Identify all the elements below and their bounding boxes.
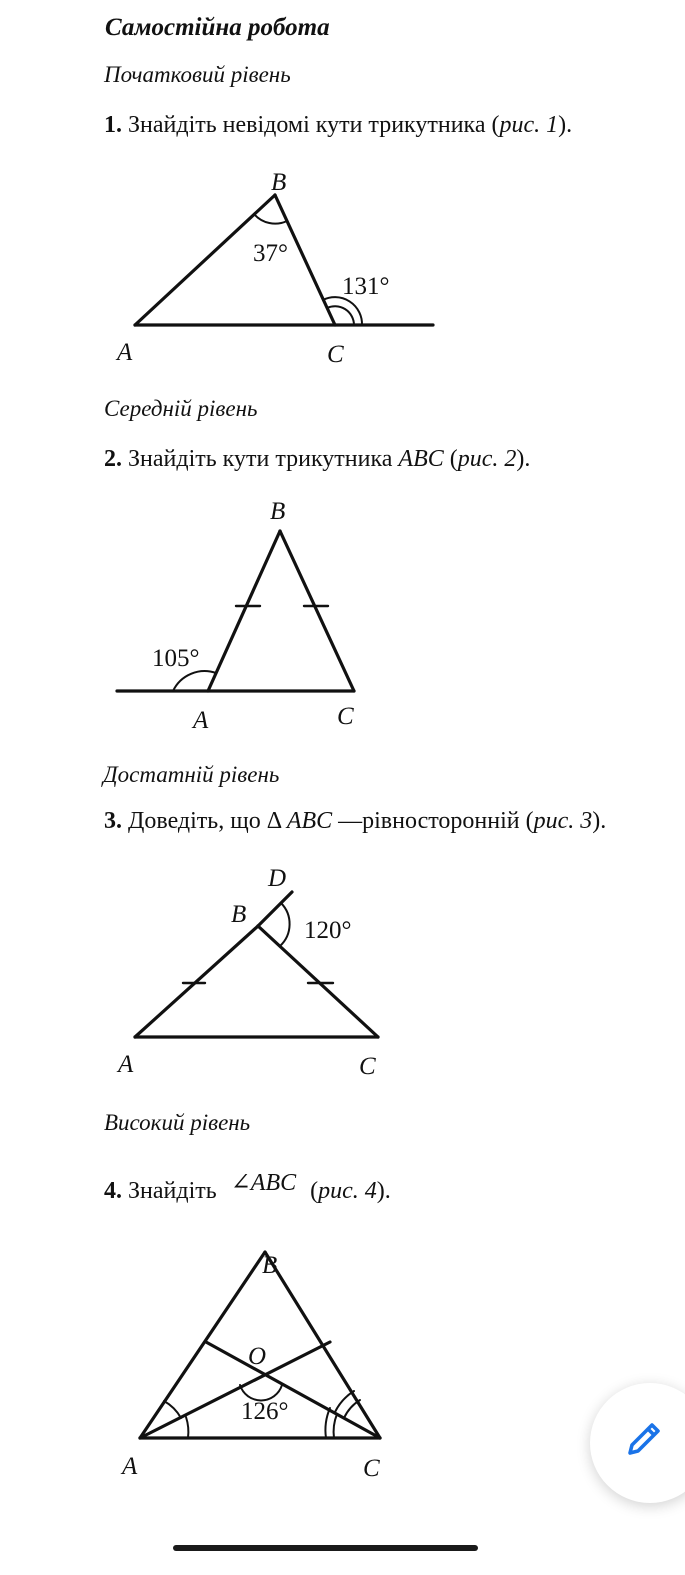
- figure-reference: рис. 2: [457, 446, 517, 472]
- task-text: Знайдіть невідомі кути трикутника (: [122, 112, 500, 138]
- figure-reference: рис. 1: [499, 112, 559, 138]
- level-heading-1: Початковий рівень: [104, 62, 291, 87]
- task-text-mid: (: [304, 1178, 319, 1204]
- angle-label-131: 131°: [342, 273, 390, 300]
- home-indicator[interactable]: [173, 1545, 478, 1551]
- task-text-mid: —рівносторонній (: [332, 808, 534, 834]
- vertex-label-c: C: [337, 703, 354, 730]
- task-text-end: ).: [558, 112, 573, 138]
- vertex-label-b: B: [270, 498, 286, 525]
- vertex-label-a: A: [118, 1051, 134, 1078]
- figure-reference: рис. 3: [533, 808, 593, 834]
- task-text-mid: (: [443, 446, 458, 472]
- angle-arc-c-3: [325, 1408, 330, 1438]
- task-text: Знайдіть: [122, 1178, 223, 1204]
- task-text-end: ).: [592, 808, 607, 834]
- vertex-label-b: B: [262, 1252, 278, 1279]
- vertex-label-c: C: [327, 341, 344, 368]
- task-number: 1.: [104, 112, 122, 138]
- angle-label-120: 120°: [304, 917, 352, 944]
- angle-label-126: 126°: [241, 1398, 289, 1425]
- pencil-icon: [624, 1419, 664, 1459]
- angle-arc-a-1: [164, 1401, 181, 1418]
- page-title: Самостійна робота: [105, 14, 330, 41]
- task-text: Доведіть, що Δ: [122, 808, 287, 834]
- vertex-label-c: C: [363, 1455, 380, 1482]
- angle-expression: ∠ABC: [230, 1170, 297, 1196]
- task-number: 4.: [104, 1178, 122, 1204]
- figure-reference: рис. 4: [318, 1178, 377, 1204]
- vertex-label-a: A: [117, 339, 133, 366]
- triangle-name: ABC: [398, 446, 444, 472]
- task-number: 2.: [104, 446, 122, 472]
- vertex-label-a: A: [193, 707, 209, 734]
- vertex-label-c: C: [359, 1053, 376, 1080]
- triangle-name: ABC: [286, 808, 333, 834]
- level-heading-3: Достатній рівень: [103, 762, 280, 787]
- task-text-end: ).: [376, 1178, 391, 1204]
- vertex-label-b: B: [231, 901, 247, 928]
- vertex-label-a: A: [122, 1453, 138, 1480]
- vertex-label-b: B: [271, 169, 287, 196]
- task-text-end: ).: [516, 446, 531, 472]
- vertex-label-d: D: [268, 865, 287, 892]
- angle-arc-c-4: [334, 1414, 337, 1438]
- angle-label-105: 105°: [152, 645, 200, 672]
- angle-arc-a-2: [186, 1417, 188, 1438]
- level-heading-4: Високий рівень: [104, 1110, 251, 1135]
- task-number: 3.: [104, 808, 122, 834]
- angle-arc-c-2: [344, 1400, 360, 1418]
- task-text: Знайдіть кути трикутника: [122, 446, 399, 472]
- vertex-label-o: O: [248, 1343, 267, 1370]
- level-heading-2: Середній рівень: [104, 396, 258, 421]
- angle-label-37: 37°: [253, 240, 288, 267]
